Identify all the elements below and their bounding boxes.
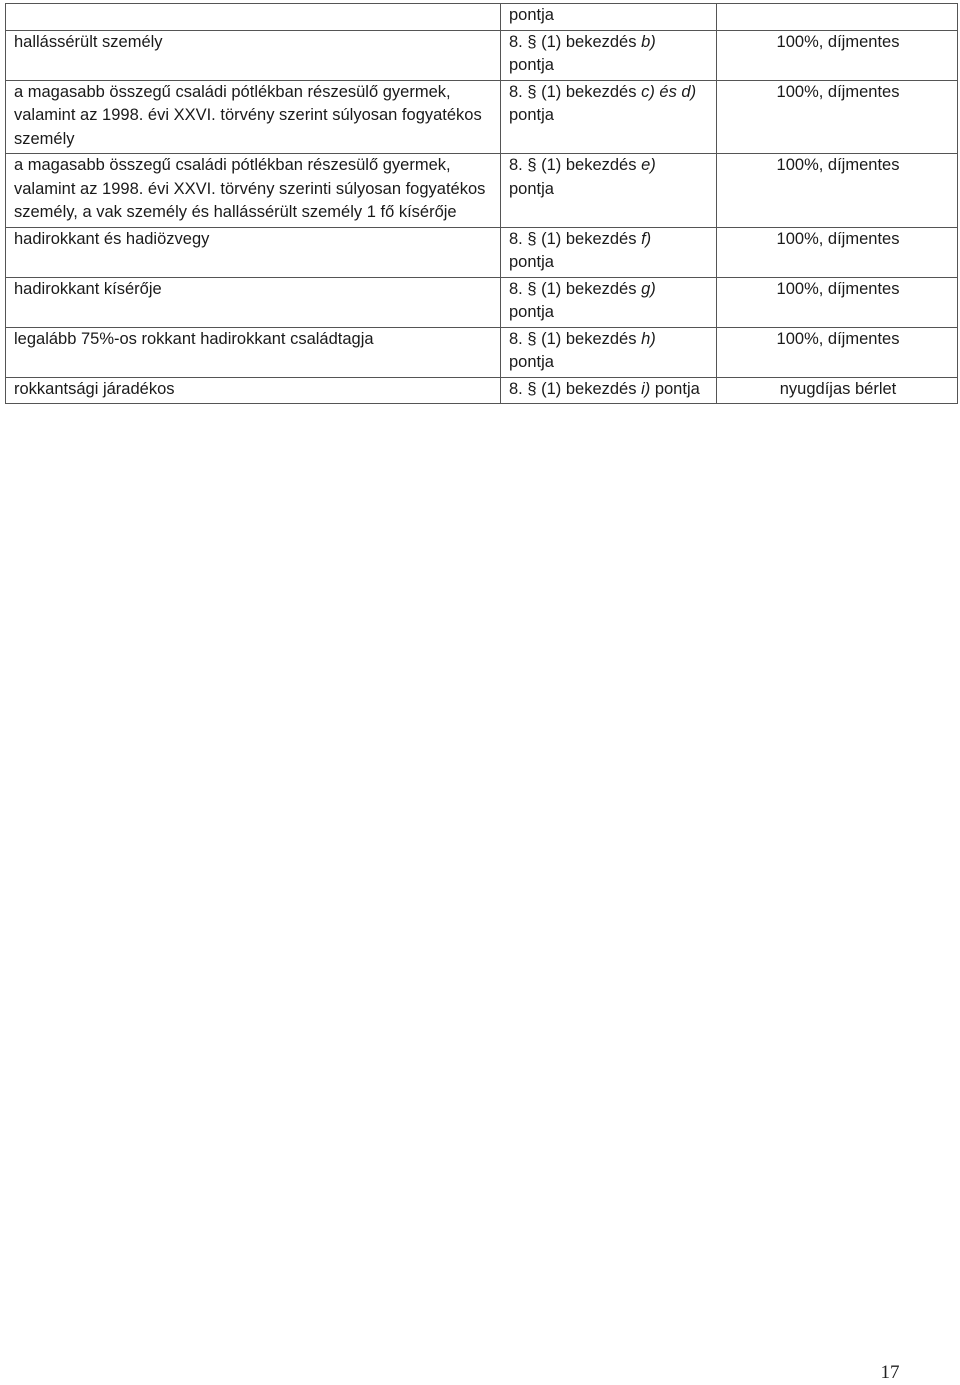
table-row bbox=[6, 154, 958, 228]
provision-prefix: 8. § (1) bekezdés bbox=[509, 82, 642, 101]
category-cell: rokkantsági járadékos bbox=[6, 377, 501, 404]
table-row bbox=[6, 30, 958, 80]
provision-suffix: pontja bbox=[509, 179, 554, 198]
value-cell: 100%, díjmentes bbox=[717, 327, 958, 377]
provision-cell bbox=[501, 227, 717, 277]
provision-point: b) bbox=[641, 32, 656, 51]
table-row bbox=[6, 80, 958, 154]
table-row bbox=[6, 4, 958, 31]
category-cell: legalább 75%-os rokkant hadirokkant családtagja bbox=[6, 327, 501, 377]
value-cell: nyugdíjas bérlet bbox=[717, 377, 958, 404]
provision-cell bbox=[501, 4, 717, 31]
category-cell: hallássérült személy bbox=[6, 30, 501, 80]
value-cell: 100%, díjmentes bbox=[717, 30, 958, 80]
provision-suffix: pontja bbox=[509, 303, 554, 321]
table-row bbox=[6, 327, 958, 377]
provision-point: c) és d) bbox=[641, 82, 697, 101]
provision-cell bbox=[501, 30, 717, 80]
value-cell: 100%, díjmentes bbox=[717, 154, 958, 228]
provision-cell bbox=[501, 154, 717, 228]
category-cell: a magasabb összegű családi pótlékban részesülő gyermek, valamint az 1998. évi XXVI. törvény szerinti súlyosan fogyatékos személy, a vak személy és hallássérült személy 1 fő kísérője bbox=[6, 154, 501, 228]
provision-prefix: 8. § (1) bekezdés bbox=[509, 279, 642, 298]
provision-suffix: pontja bbox=[509, 106, 554, 124]
value-cell: 100%, díjmentes bbox=[717, 227, 958, 277]
category-cell: hadirokkant és hadiözvegy bbox=[6, 227, 501, 277]
category-cell: hadirokkant kísérője bbox=[6, 277, 501, 327]
provision-point: h) bbox=[641, 329, 656, 348]
provision-point: i) bbox=[641, 379, 651, 398]
value-cell: 100%, díjmentes bbox=[717, 80, 958, 154]
provision-prefix: 8. § (1) bekezdés bbox=[509, 329, 642, 348]
provision-suffix: pontja bbox=[509, 353, 554, 371]
provision-cell bbox=[501, 377, 717, 404]
discount-table bbox=[5, 3, 958, 404]
provision-point: e) bbox=[641, 156, 656, 174]
provision-suffix: pontja bbox=[509, 253, 554, 271]
category-cell: a magasabb összegű családi pótlékban részesülő gyermek, valamint az 1998. évi XXVI. törvény szerint súlyosan fogyatékos személy bbox=[6, 80, 501, 154]
provision-suffix: pontja bbox=[509, 56, 554, 74]
provision-suffix: pontja bbox=[509, 6, 554, 24]
page-number: 17 bbox=[880, 1362, 900, 1383]
value-cell: 100%, díjmentes bbox=[717, 277, 958, 327]
provision-cell bbox=[501, 277, 717, 327]
provision-suffix: pontja bbox=[650, 379, 700, 398]
provision-prefix: 8. § (1) bekezdés bbox=[509, 156, 642, 174]
provision-point: f) bbox=[641, 229, 652, 248]
table-row bbox=[6, 227, 958, 277]
provision-prefix: 8. § (1) bekezdés bbox=[509, 379, 642, 398]
value-cell bbox=[717, 4, 958, 31]
category-cell bbox=[6, 4, 501, 31]
provision-prefix: 8. § (1) bekezdés bbox=[509, 32, 642, 51]
provision-prefix: 8. § (1) bekezdés bbox=[509, 229, 642, 248]
table-row bbox=[6, 277, 958, 327]
table-row bbox=[6, 377, 958, 404]
provision-point: g) bbox=[641, 279, 656, 298]
provision-cell bbox=[501, 327, 717, 377]
provision-cell bbox=[501, 80, 717, 154]
